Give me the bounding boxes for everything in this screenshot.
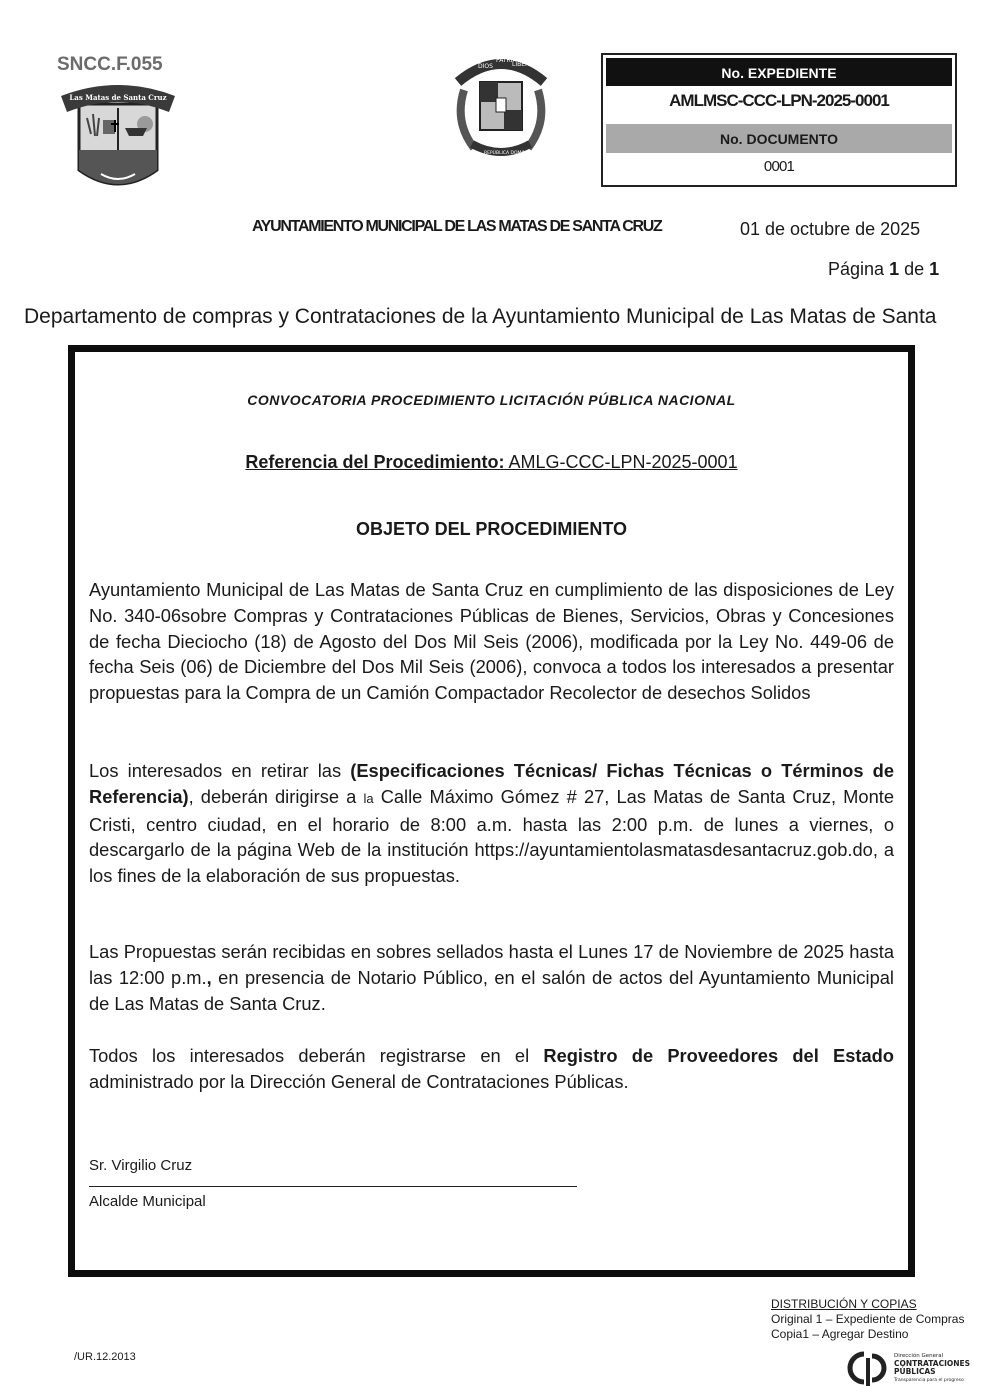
announcement-frame	[68, 345, 915, 1277]
page-indicator	[828, 259, 939, 280]
page-total: 1	[929, 259, 940, 279]
para4-bold: Registro de Proveedores del Estado	[543, 1045, 894, 1066]
signature-line	[89, 1186, 577, 1187]
expediente-label: No. EXPEDIENTE	[606, 58, 952, 86]
expediente-box	[601, 53, 957, 187]
form-code: SNCC.F.055	[57, 54, 163, 75]
signer-title: Alcalde Municipal	[89, 1193, 206, 1210]
signer-name: Sr. Virgilio Cruz	[89, 1157, 193, 1174]
para4-text-c: administrado por la Dirección General de Contrataciones Públicas.	[89, 1070, 629, 1092]
paragraph-convocatoria: Ayuntamiento Municipal de Las Matas de Santa Cruz en cumplimiento de las disposiciones de Ley No. 340-06sobre Compras y Contrataciones Públicas de Bienes, Servicios, Obras y Concesiones de fecha Dieciocho (18) de Agosto del Dos Mil Seis (2006), modificada por la Ley No. 449-06 de fecha Seis (06) de Diciembre del Dos Mil Seis (2006), convoca a todos los interesados a presentar propuestas para la Compra de un Camión Compactador Recolector de desechos Solidos	[89, 579, 894, 704]
institution-name: AYUNTAMIENTO MUNICIPAL DE LAS MATAS DE SANTA CRUZ	[252, 218, 662, 235]
dgcp-logo	[848, 1348, 971, 1388]
documento-value: 0001	[763, 158, 795, 175]
distribution-line-2: Copia1 – Agregar Destino	[771, 1327, 909, 1341]
reference-value: AMLG-CCC-LPN-2025-0001	[504, 452, 738, 472]
emblem-motto-1: DIOS	[478, 63, 493, 70]
objeto-title: OBJETO DEL PROCEDIMIENTO	[355, 519, 628, 539]
para2-text-e: Calle Máximo Gómez # 27, Las Matas de Santa Cruz, Monte Cristi, centro ciudad, en el horario de 8:00 a.m. hasta las 2:00 p.m. de lunes a viernes, o descargarlo de la página Web de la institución https://ayuntamientolasmatasdesantacruz.gob.do, a los fines de la elaboración de sus propuestas.	[89, 785, 894, 887]
emblem-motto-2: PATRIA	[496, 57, 517, 64]
para2-text-c: , deberán dirigirse a	[188, 785, 364, 807]
documento-label: No. DOCUMENTO	[606, 124, 952, 153]
dgcp-text-2: CONTRATACIONES	[894, 1359, 971, 1368]
form-version: /UR.12.2013	[74, 1351, 136, 1363]
paragraph-registro	[89, 1043, 894, 1095]
paragraph-recepcion	[89, 939, 894, 1016]
national-emblem-logo	[444, 52, 558, 164]
para3-comma: ,	[206, 966, 212, 988]
convocatoria-title: CONVOCATORIA PROCEDIMIENTO LICITACIÓN PÚBLICA NACIONAL	[247, 392, 736, 408]
dgcp-text-1: Dirección General	[894, 1353, 944, 1359]
emblem-motto-3: LIBERTAD	[512, 61, 541, 68]
distribution-line-1: Original 1 – Expediente de Compras	[771, 1312, 965, 1326]
reference-line	[75, 452, 908, 473]
expediente-value: AMLMSC-CCC-LPN-2025-0001	[669, 91, 889, 110]
paragraph-especificaciones	[89, 758, 894, 889]
seal-banner-text: Las Matas de Santa Cruz	[69, 93, 167, 102]
para3-text-a: Las Propuestas serán recibidas en sobres sellados hasta el Lunes 17 de Noviembre de 2025 hasta las 12:00 p.m.	[89, 941, 894, 988]
document-date: 01 de octubre de 2025	[740, 219, 921, 239]
distribution-title: DISTRIBUCIÓN Y COPIAS	[771, 1297, 917, 1311]
reference-label: Referencia del Procedimiento:	[245, 452, 505, 472]
dgcp-text-4: Transparencia para el progreso	[894, 1378, 964, 1383]
emblem-country: REPÚBLICA DOMINICANA	[484, 151, 541, 156]
dgcp-text-3: PÚBLICAS	[894, 1367, 936, 1376]
para2-text-d: la	[363, 790, 374, 806]
page-current: 1	[889, 259, 900, 279]
para2-bold: (Especificaciones Técnicas/ Fichas Técnicas o Términos de Referencia)	[89, 760, 894, 807]
para4-text-a: Todos los interesados deberán registrarse en el	[89, 1045, 544, 1066]
page-mid: de	[899, 259, 930, 279]
municipal-seal-logo	[57, 78, 179, 194]
para3-text-c: en presencia de Notario Público, en el salón de actos del Ayuntamiento Municipal de Las Matas de Santa Cruz.	[89, 966, 894, 1014]
page-prefix: Página	[828, 259, 890, 279]
para2-text-a: Los interesados en retirar las	[89, 760, 351, 781]
distribution-block	[771, 1297, 964, 1342]
department-line: Departamento de compras y Contrataciones de la Ayuntamiento Municipal de Las Matas de Santa	[24, 305, 937, 328]
